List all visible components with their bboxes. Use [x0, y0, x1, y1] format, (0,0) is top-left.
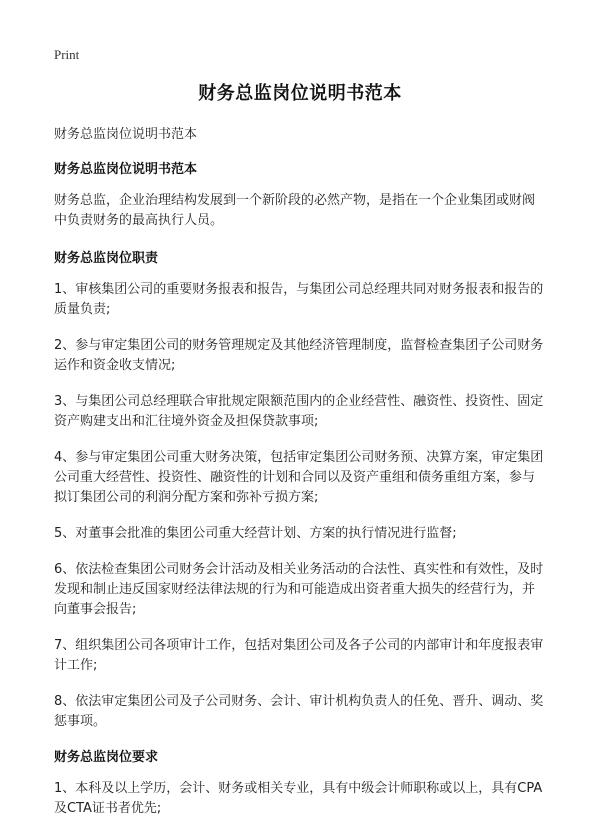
- duty-item-5: 5、对董事会批准的集团公司重大经营计划、方案的执行情况进行监督;: [54, 526, 457, 541]
- duty-item-2: 2、参与审定集团公司的财务管理规定及其他经济管理制度，监督检查集团子公司财务运作和资金收支情况;: [54, 338, 544, 373]
- duty-item-3: 3、与集团公司总经理联合审批规定限额范围内的企业经营性、融资性、投资性、固定资产购建支出和汇往境外资金及担保贷款事项;: [54, 394, 544, 429]
- duty-item-6: 6、依法检查集团公司财务会计活动及相关业务活动的合法性、真实性和有效性，及时发现和制止违反国家财经法律法规的行为和可能造成出资者重大损失的经营行为，并向董事会报告;: [54, 562, 544, 617]
- overview-paragraph: 财务总监，企业治理结构发展到一个新阶段的必然产物，是指在一个企业集团或财阀中负责财务的最高执行人员。: [54, 193, 536, 228]
- requirement-item-1: 1、本科及以上学历，会计、财务或相关专业，具有中级会计师职称或以上，具有CPA及CTA证书者优先;: [54, 781, 543, 816]
- section-heading-requirements: 财务总监岗位要求: [54, 750, 159, 765]
- print-link[interactable]: Print: [54, 47, 80, 62]
- duty-item-8: 8、依法审定集团公司及子公司财务、会计、审计机构负责人的任免、晋升、调动、奖惩事项。: [54, 694, 544, 729]
- section-heading-duties: 财务总监岗位职责: [54, 251, 159, 266]
- document-subtitle: 财务总监岗位说明书范本: [54, 127, 198, 142]
- duty-item-4: 4、参与审定集团公司重大财务决策，包括审定集团公司财务预、决算方案，审定集团公司重大经营性、投资性、融资性的计划和合同以及资产重组和债务重组方案，参与拟订集团公司的利润分配方案和弥补亏损方案;: [54, 450, 544, 505]
- section-heading-overview: 财务总监岗位说明书范本: [54, 162, 198, 177]
- duty-item-1: 1、审核集团公司的重要财务报表和报告，与集团公司总经理共同对财务报表和报告的质量负责;: [54, 282, 544, 317]
- page-title: 财务总监岗位说明书范本: [198, 83, 402, 104]
- duty-item-7: 7、组织集团公司各项审计工作，包括对集团公司及各子公司的内部审计和年度报表审计工作;: [54, 638, 544, 673]
